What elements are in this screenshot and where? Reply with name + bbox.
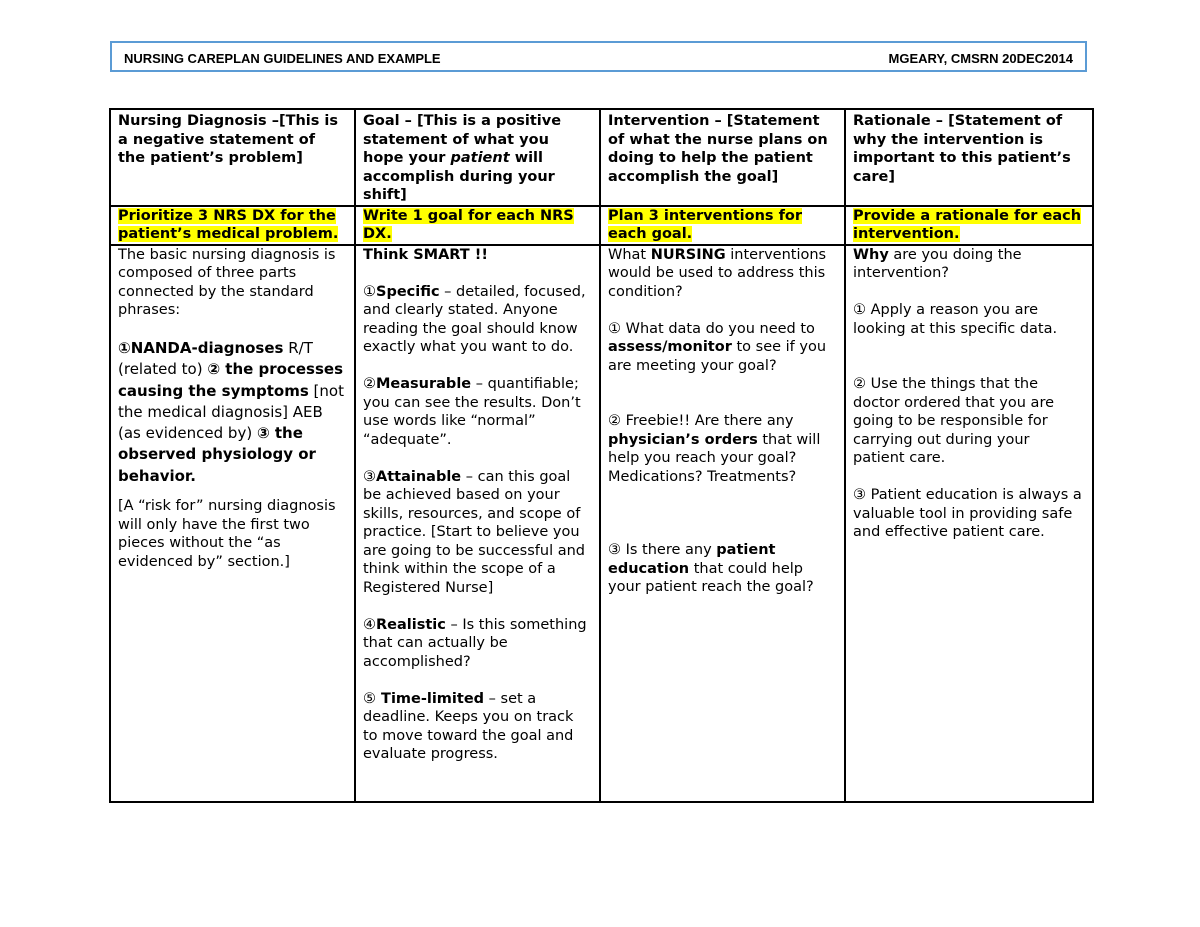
rationale-one: ① Apply a reason you are looking at this specific data. (853, 302, 1058, 337)
content-nursing-diagnosis (110, 245, 355, 802)
rationale-two: ② Use the things that the doctor ordered that you are going to be responsible for carrying out during your patient care. (853, 376, 1055, 466)
number-one-icon: ① (118, 339, 131, 357)
header-goal: Goal – [This is a positive statement of what you hope your patient will accomplish during your shift] (355, 109, 600, 206)
intervention-two: ② Freebie!! Are there any physician’s orders that will help you reach your goal? Medications? Treatments? (608, 413, 821, 485)
content-rationale (845, 245, 1093, 802)
priority-intervention: Plan 3 interventions for each goal. (600, 206, 845, 245)
number-five-icon: ⑤ (363, 690, 376, 707)
smart-attainable: ③Attainable – can this goal be achieved based on your skills, resources, and scope of practice. [Start to believe you are going to be successful and think within the scope of a Registered Nurse] (363, 468, 585, 596)
number-two-icon: ② (853, 376, 866, 392)
author-date: MGEARY, CMSRN 20DEC2014 (888, 51, 1073, 66)
content-intervention (600, 245, 845, 802)
risk-for-note: [A “risk for” nursing diagnosis will only have the first two pieces without the “as evidenced by” section.] (118, 498, 336, 570)
intervention-three: ③ Is there any patient education that could help your patient reach the goal? (608, 542, 814, 595)
number-two-icon: ② (363, 376, 376, 392)
think-smart: Think SMART !! (363, 246, 488, 263)
number-four-icon: ④ (363, 616, 376, 633)
rationale-three: ③ Patient education is always a valuable tool in providing safe and effective patient care. (853, 487, 1082, 540)
number-two-icon: ② (608, 413, 621, 429)
number-two-icon: ② (207, 360, 221, 379)
table-header-row (110, 109, 1093, 206)
number-three-icon: ③ (608, 542, 621, 558)
priority-goal: Write 1 goal for each NRS DX. (355, 206, 600, 245)
number-three-icon: ③ (256, 424, 270, 443)
intervention-one: ① What data do you need to assess/monitor to see if you are meeting your goal? (608, 320, 827, 374)
diagnosis-intro: The basic nursing diagnosis is composed of three parts connected by the standard phrases: (118, 246, 336, 318)
priority-rationale: Provide a rationale for each intervention. (845, 206, 1093, 245)
header-nursing-diagnosis: Nursing Diagnosis –[This is a negative statement of the patient’s problem] (110, 109, 355, 206)
content-goal (355, 245, 600, 802)
smart-measurable: ②Measurable – quantifiable; you can see the results. Don’t use words like “normal” “adequate”. (363, 376, 581, 448)
priority-row (110, 206, 1093, 245)
header-rationale: Rationale – [Statement of why the intervention is important to this patient’s care] (845, 109, 1093, 206)
smart-specific: ①Specific – detailed, focused, and clearly stated. Anyone reading the goal should know exactly what you want to do. (363, 283, 586, 355)
smart-time-limited: ⑤ Time-limited – set a deadline. Keeps you on track to move toward the goal and evaluate progress. (363, 690, 574, 762)
careplan-table (109, 108, 1094, 803)
smart-realistic: ④Realistic – Is this something that can actually be accomplished? (363, 616, 587, 670)
document-header (110, 41, 1087, 72)
header-intervention: Intervention – [Statement of what the nurse plans on doing to help the patient accomplish the goal] (600, 109, 845, 206)
rationale-intro: Why are you doing the intervention? (853, 246, 1022, 281)
number-one-icon: ① (853, 302, 866, 318)
intervention-intro: What NURSING interventions would be used to address this condition? (608, 246, 827, 300)
document-title: NURSING CAREPLAN GUIDELINES AND EXAMPLE (124, 51, 441, 66)
diagnosis-parts: ①NANDA-diagnoses R/T (related to) ② the processes causing the symptoms [not the medical diagnosis] AEB (as evidenced by) ③ the observed physiology or behavior. (118, 339, 344, 485)
number-one-icon: ① (363, 283, 376, 300)
content-row (110, 245, 1093, 802)
priority-nursing-diagnosis: Prioritize 3 NRS DX for the patient’s medical problem. (110, 206, 355, 245)
number-one-icon: ① (608, 320, 621, 337)
number-three-icon: ③ (363, 468, 376, 485)
number-three-icon: ③ (853, 487, 866, 503)
